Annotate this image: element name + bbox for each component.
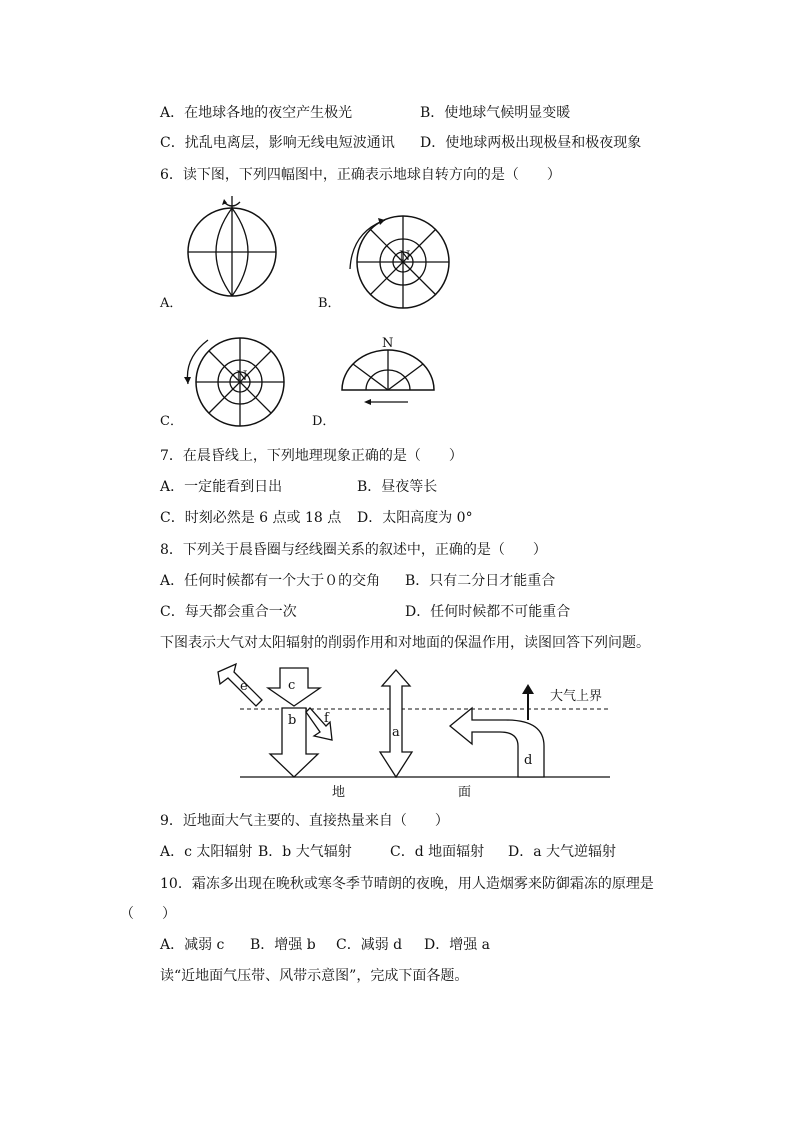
q7-option-c: C．时刻必然是 6 点或 18 点 <box>160 510 342 526</box>
diagram-label-e: e <box>240 679 248 694</box>
intro-9-10: 下图表示大气对太阳辐射的削弱作用和对地面的保温作用，读图回答下列问题。 <box>160 635 650 651</box>
q10-option-b: B．增强 b <box>250 937 316 953</box>
q8-option-d: D．任何时候都不可能重合 <box>405 604 571 620</box>
next-section-intro: 读“近地面气压带、风带示意图”，完成下面各题。 <box>160 968 469 984</box>
q9-option-c: C．d 地面辐射 <box>390 844 485 860</box>
diagram-label-b: b <box>288 713 297 728</box>
diagram-ground-left: 地 <box>332 785 346 800</box>
diagram-ground-right: 面 <box>458 785 472 800</box>
q6-label-c: C． <box>160 414 183 429</box>
q8-option-b: B．只有二分日才能重合 <box>405 573 556 589</box>
q6-label-d: D． <box>312 414 336 429</box>
q9-stem: 9．近地面大气主要的、直接热量来自（ ） <box>160 813 449 829</box>
q6-b-north-label: N <box>399 249 411 264</box>
diagram-upper-boundary: 大气上界 <box>550 689 603 704</box>
q6-figure-b <box>340 214 470 314</box>
q5-option-c: C．扰乱电离层，影响无线电短波通讯 <box>160 135 395 151</box>
q8-stem: 8．下列关于晨昏圈与经线圈关系的叙述中，正确的是（ ） <box>160 542 547 558</box>
q6-label-a: A． <box>160 296 183 311</box>
diagram-label-c: c <box>288 678 296 693</box>
q6-figure-c <box>180 336 290 436</box>
q9-option-a: A．c 太阳辐射 <box>160 844 253 860</box>
diagram-label-d: d <box>524 753 533 768</box>
q10-option-d: D．增强 a <box>424 937 491 953</box>
q6-figure-d <box>338 334 438 410</box>
q6-d-north-label: N <box>382 336 394 351</box>
q10-stem-continued: （ ） <box>120 906 176 922</box>
q6-figure-a <box>180 196 290 304</box>
q8-option-c: C．每天都会重合一次 <box>160 604 297 620</box>
diagram-label-f: f <box>324 711 329 726</box>
q10-option-a: A．减弱 c <box>160 937 225 953</box>
q9-option-b: B．b 大气辐射 <box>258 844 352 860</box>
q9-option-d: D．a 大气逆辐射 <box>508 844 617 860</box>
q7-option-a: A．一定能看到日出 <box>160 479 283 495</box>
q7-stem: 7．在晨昏线上，下列地理现象正确的是（ ） <box>160 448 463 464</box>
q10-option-c: C．减弱 d <box>336 937 403 953</box>
q6-stem: 6．读下图，下列四幅图中，正确表示地球自转方向的是（ ） <box>160 167 561 183</box>
q7-option-b: B．昼夜等长 <box>357 479 438 495</box>
q6-label-b: B． <box>318 296 341 311</box>
q5-option-b: B．使地球气候明显变暖 <box>420 105 571 121</box>
q5-option-a: A．在地球各地的夜空产生极光 <box>160 105 353 121</box>
q8-option-a: A．任何时候都有一个大于０的交角 <box>160 573 381 589</box>
q6-c-north-label: N <box>236 369 248 384</box>
q7-option-d: D．太阳高度为 0° <box>357 510 473 526</box>
diagram-label-a: a <box>392 725 400 740</box>
q10-stem: 10．霜冻多出现在晚秋或寒冬季节晴朗的夜晚，用人造烟雾来防御霜冻的原理是 <box>160 876 654 892</box>
q5-option-d: D．使地球两极出现极昼和极夜现象 <box>420 135 642 151</box>
atmosphere-diagram <box>210 662 620 802</box>
arrow-a <box>380 670 412 777</box>
